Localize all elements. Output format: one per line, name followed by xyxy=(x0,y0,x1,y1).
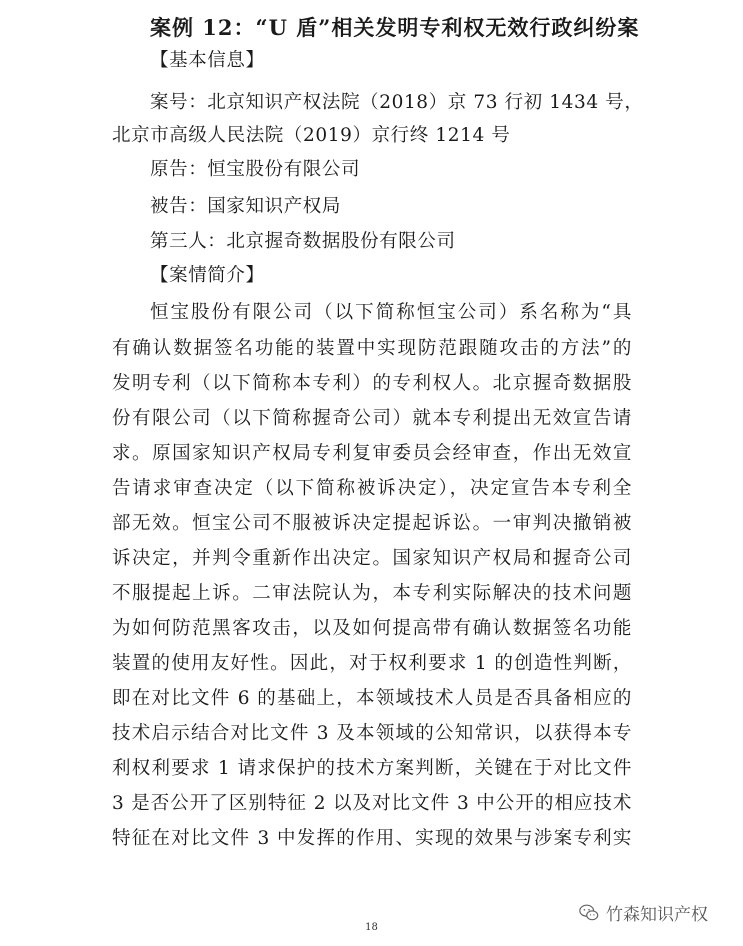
defendant: 被告：国家知识产权局 xyxy=(150,196,342,217)
page-number: 18 xyxy=(365,922,378,933)
document-title: 案例 12：“U 盾”相关发明专利权无效行政纠纷案 xyxy=(150,15,640,40)
body-line: 部无效。恒宝公司不服被诉决定提起诉讼。一审判决撤销被 xyxy=(112,513,632,534)
wechat-icon xyxy=(578,902,600,924)
body-line: 3 是否公开了区别特征 2 以及对比文件 3 中公开的相应技术 xyxy=(112,793,632,814)
body-line: 有确认数据签名功能的装置中实现防范跟随攻击的方法”的 xyxy=(112,338,632,359)
case-number-line-1: 案号：北京知识产权法院（2018）京 73 行初 1434 号， xyxy=(150,92,644,113)
section-heading-basic-info: 【基本信息】 xyxy=(150,50,265,71)
third-party: 第三人：北京握奇数据股份有限公司 xyxy=(150,231,456,252)
body-line: 告请求审查决定（以下简称被诉决定），决定宣告本专利全 xyxy=(112,478,632,499)
body-line: 求。原国家知识产权局专利复审委员会经审查，作出无效宣 xyxy=(112,443,632,464)
body-line: 不服提起上诉。二审法院认为，本专利实际解决的技术问题 xyxy=(112,583,632,604)
body-line: 技术启示结合对比文件 3 及本领域的公知常识，以获得本专 xyxy=(112,723,632,744)
body-line: 恒宝股份有限公司（以下简称恒宝公司）系名称为“具 xyxy=(150,302,632,323)
body-line: 发明专利（以下简称本专利）的专利权人。北京握奇数据股 xyxy=(112,373,632,394)
body-line: 利权利要求 1 请求保护的技术方案判断，关键在于对比文件 xyxy=(112,758,632,779)
body-line: 份有限公司（以下简称握奇公司）就本专利提出无效宣告请 xyxy=(112,408,632,429)
body-line: 为如何防范黑客攻击，以及如何提高带有确认数据签名功能 xyxy=(112,618,632,639)
body-line: 即在对比文件 6 的基础上，本领域技术人员是否具备相应的 xyxy=(112,688,632,709)
body-line: 诉决定，并判令重新作出决定。国家知识产权局和握奇公司 xyxy=(112,548,632,569)
case-number-line-2: 北京市高级人民法院（2019）京行终 1214 号 xyxy=(112,125,511,146)
plaintiff: 原告：恒宝股份有限公司 xyxy=(150,159,361,180)
watermark xyxy=(578,900,708,925)
section-heading-case-summary: 【案情简介】 xyxy=(150,265,265,286)
watermark-text: 竹森知识产权 xyxy=(606,905,708,925)
body-line: 特征在对比文件 3 中发挥的作用、实现的效果与涉案专利实 xyxy=(112,828,632,849)
body-line: 装置的使用友好性。因此，对于权利要求 1 的创造性判断， xyxy=(112,653,632,674)
